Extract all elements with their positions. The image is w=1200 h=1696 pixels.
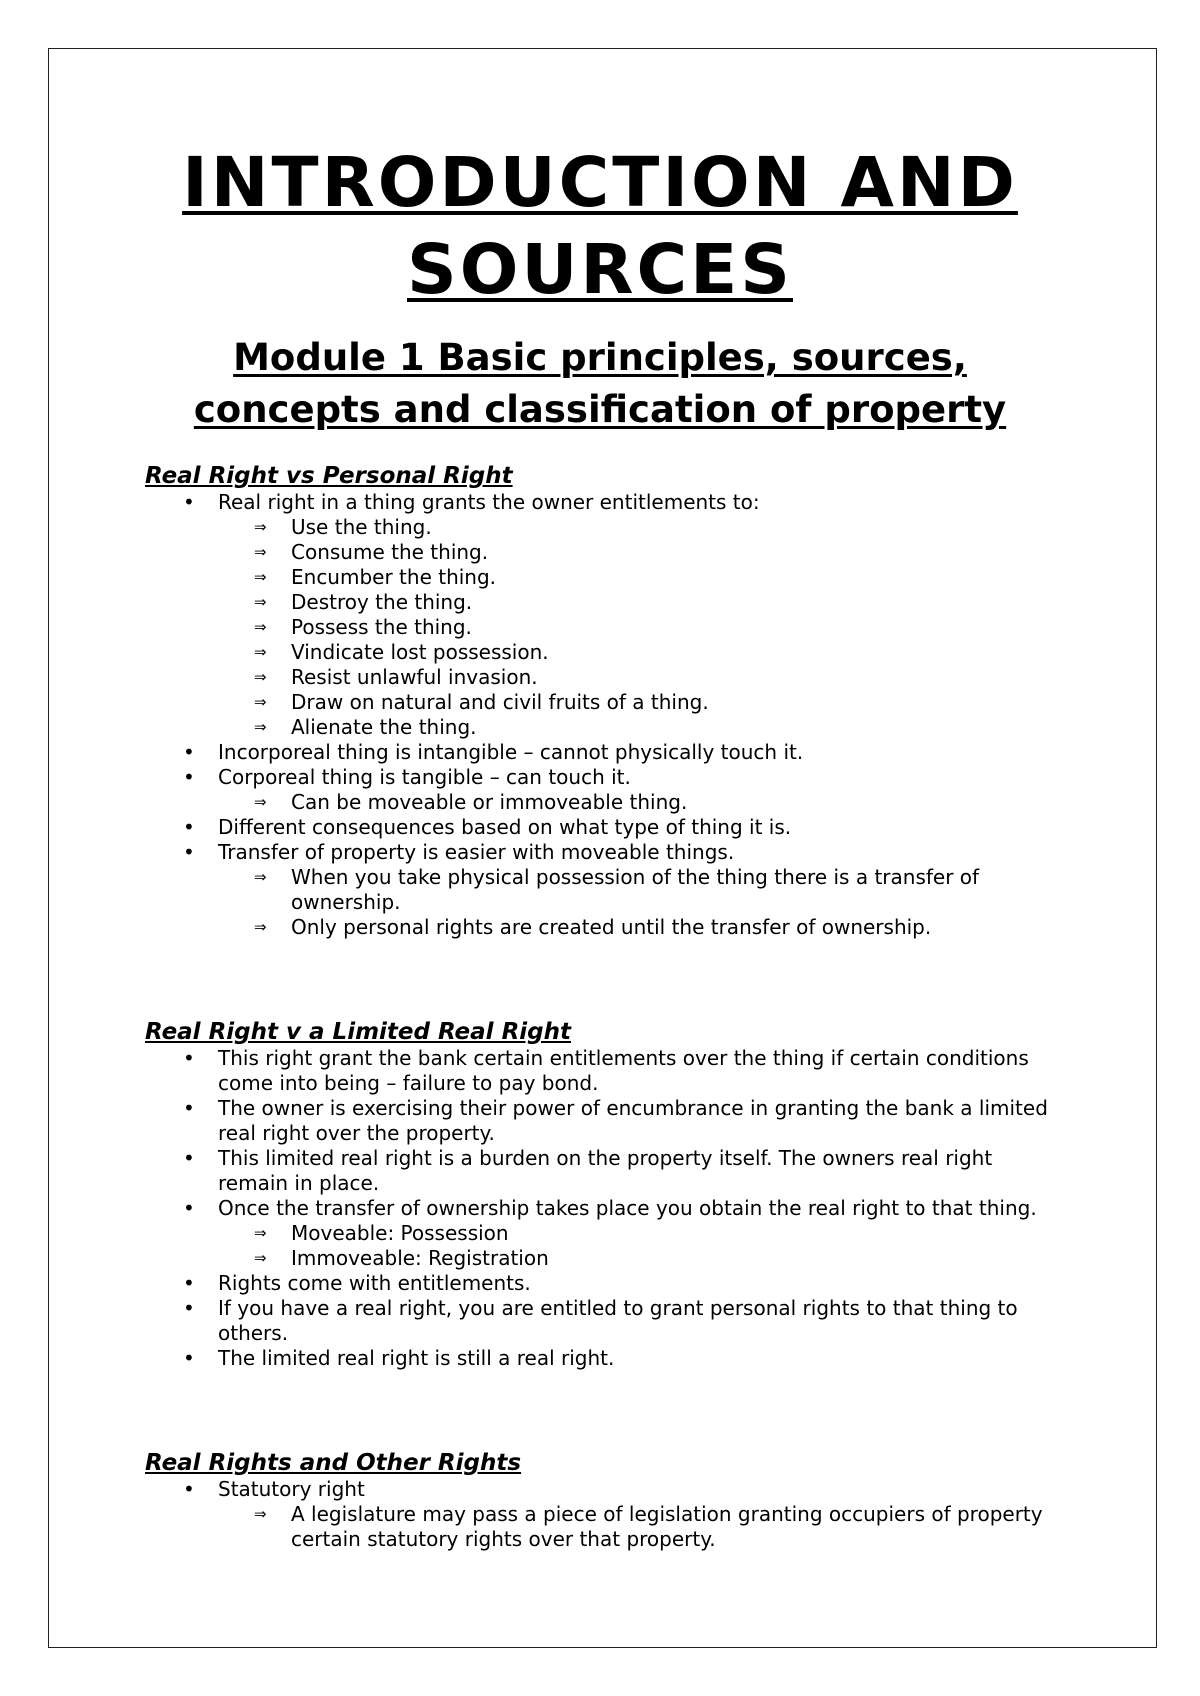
- list-item: [145, 1477, 1055, 1552]
- document-body: [145, 140, 1055, 1552]
- list-item: [145, 740, 1055, 765]
- arrow-icon: ⇒: [254, 1249, 267, 1267]
- sub-list-item: [218, 915, 1055, 940]
- arrow-icon: ⇒: [254, 868, 267, 886]
- arrow-icon: ⇒: [254, 643, 267, 661]
- bullet-icon: •: [183, 1477, 195, 1501]
- sub-list-item: [218, 1502, 1055, 1552]
- sub-list-item-text: Can be moveable or immoveable thing.: [291, 790, 688, 814]
- sub-list-item-text: Alienate the thing.: [291, 715, 477, 739]
- arrow-icon: ⇒: [254, 543, 267, 561]
- sub-list-item-text: Consume the thing.: [291, 540, 489, 564]
- sub-list-item: [218, 565, 1055, 590]
- sub-list-item-text: Immoveable: Registration: [291, 1246, 549, 1270]
- arrow-icon: ⇒: [254, 793, 267, 811]
- sub-list: [218, 1502, 1055, 1552]
- section: [145, 462, 1055, 940]
- bullet-icon: •: [183, 765, 195, 789]
- list-item-text: Incorporeal thing is intangible – cannot physically touch it.: [218, 740, 804, 764]
- section-heading: Real Right vs Personal Right: [145, 463, 513, 489]
- section-heading: Real Rights and Other Rights: [145, 1450, 522, 1476]
- list-item: [145, 1096, 1055, 1146]
- sub-list-item-text: When you take physical possession of the thing there is a transfer of ownership.: [291, 865, 980, 914]
- sub-list-item-text: Only personal rights are created until the transfer of ownership.: [291, 915, 932, 939]
- bullet-icon: •: [183, 1296, 195, 1320]
- arrow-icon: ⇒: [254, 693, 267, 711]
- list-item-text: Once the transfer of ownership takes place you obtain the real right to that thing.: [218, 1196, 1037, 1220]
- sub-list-item: [218, 865, 1055, 915]
- bullet-icon: •: [183, 1346, 195, 1370]
- sub-list: [218, 515, 1055, 740]
- bullet-icon: •: [183, 490, 195, 514]
- sub-list-item: [218, 615, 1055, 640]
- sub-list: [218, 865, 1055, 940]
- sections-container: [145, 462, 1055, 1552]
- sub-list-item-text: Vindicate lost possession.: [291, 640, 549, 664]
- arrow-icon: ⇒: [254, 593, 267, 611]
- sub-list-item: [218, 590, 1055, 615]
- list-item-text: Different consequences based on what type of thing it is.: [218, 815, 792, 839]
- list-item-text: This right grant the bank certain entitlements over the thing if certain conditions come into being – failure to pay bond.: [218, 1046, 1029, 1095]
- sub-list-item: [218, 540, 1055, 565]
- sub-list-item-text: Resist unlawful invasion.: [291, 665, 538, 689]
- list-item: [145, 765, 1055, 815]
- document-title: INTRODUCTION AND SOURCES: [182, 143, 1018, 310]
- list-item: [145, 815, 1055, 840]
- bullet-icon: •: [183, 1096, 195, 1120]
- list-item-text: Corporeal thing is tangible – can touch it.: [218, 765, 631, 789]
- sub-list-item: [218, 790, 1055, 815]
- sub-list-item: [218, 715, 1055, 740]
- arrow-icon: ⇒: [254, 518, 267, 536]
- arrow-icon: ⇒: [254, 918, 267, 936]
- list-item: [145, 1271, 1055, 1296]
- sub-list-item-text: Use the thing.: [291, 515, 432, 539]
- bullet-list: [145, 490, 1055, 940]
- list-item-text: The limited real right is still a real right.: [218, 1346, 615, 1370]
- bullet-icon: •: [183, 1196, 195, 1220]
- list-item: [145, 840, 1055, 940]
- arrow-icon: ⇒: [254, 1505, 267, 1523]
- sub-list-item-text: Possess the thing.: [291, 615, 472, 639]
- bullet-icon: •: [183, 1271, 195, 1295]
- sub-list-item-text: Destroy the thing.: [291, 590, 473, 614]
- sub-list-item-text: Draw on natural and civil fruits of a thing.: [291, 690, 709, 714]
- bullet-icon: •: [183, 740, 195, 764]
- list-item-text: This limited real right is a burden on the property itself. The owners real right remain in place.: [218, 1146, 993, 1195]
- list-item-text: Rights come with entitlements.: [218, 1271, 531, 1295]
- section: [145, 1449, 1055, 1552]
- list-item-text: The owner is exercising their power of encumbrance in granting the bank a limited real right over the property.: [218, 1096, 1048, 1145]
- list-item: [145, 1296, 1055, 1346]
- sub-list: [218, 790, 1055, 815]
- sub-list-item-text: A legislature may pass a piece of legislation granting occupiers of property certain statutory rights over that property.: [291, 1502, 1043, 1551]
- list-item: [145, 490, 1055, 740]
- bullet-icon: •: [183, 1146, 195, 1170]
- list-item: [145, 1196, 1055, 1271]
- sub-list-item: [218, 1221, 1055, 1246]
- list-item-text: If you have a real right, you are entitled to grant personal rights to that thing to others.: [218, 1296, 1018, 1345]
- module-subtitle: Module 1 Basic principles, sources, concepts and classification of property: [193, 336, 1007, 431]
- section: [145, 1018, 1055, 1371]
- list-item-text: Real right in a thing grants the owner entitlements to:: [218, 490, 760, 514]
- sub-list-item: [218, 665, 1055, 690]
- bullet-list: [145, 1477, 1055, 1552]
- bullet-list: [145, 1046, 1055, 1371]
- arrow-icon: ⇒: [254, 568, 267, 586]
- arrow-icon: ⇒: [254, 668, 267, 686]
- arrow-icon: ⇒: [254, 718, 267, 736]
- list-item: [145, 1346, 1055, 1371]
- list-item: [145, 1046, 1055, 1096]
- section-heading: Real Right v a Limited Real Right: [145, 1019, 571, 1045]
- list-item-text: Statutory right: [218, 1477, 365, 1501]
- sub-list-item: [218, 690, 1055, 715]
- sub-list-item: [218, 1246, 1055, 1271]
- arrow-icon: ⇒: [254, 1224, 267, 1242]
- list-item: [145, 1146, 1055, 1196]
- sub-list-item: [218, 515, 1055, 540]
- list-item-text: Transfer of property is easier with moveable things.: [218, 840, 735, 864]
- sub-list-item-text: Encumber the thing.: [291, 565, 497, 589]
- bullet-icon: •: [183, 815, 195, 839]
- bullet-icon: •: [183, 840, 195, 864]
- arrow-icon: ⇒: [254, 618, 267, 636]
- sub-list-item-text: Moveable: Possession: [291, 1221, 509, 1245]
- sub-list: [218, 1221, 1055, 1271]
- bullet-icon: •: [183, 1046, 195, 1070]
- sub-list-item: [218, 640, 1055, 665]
